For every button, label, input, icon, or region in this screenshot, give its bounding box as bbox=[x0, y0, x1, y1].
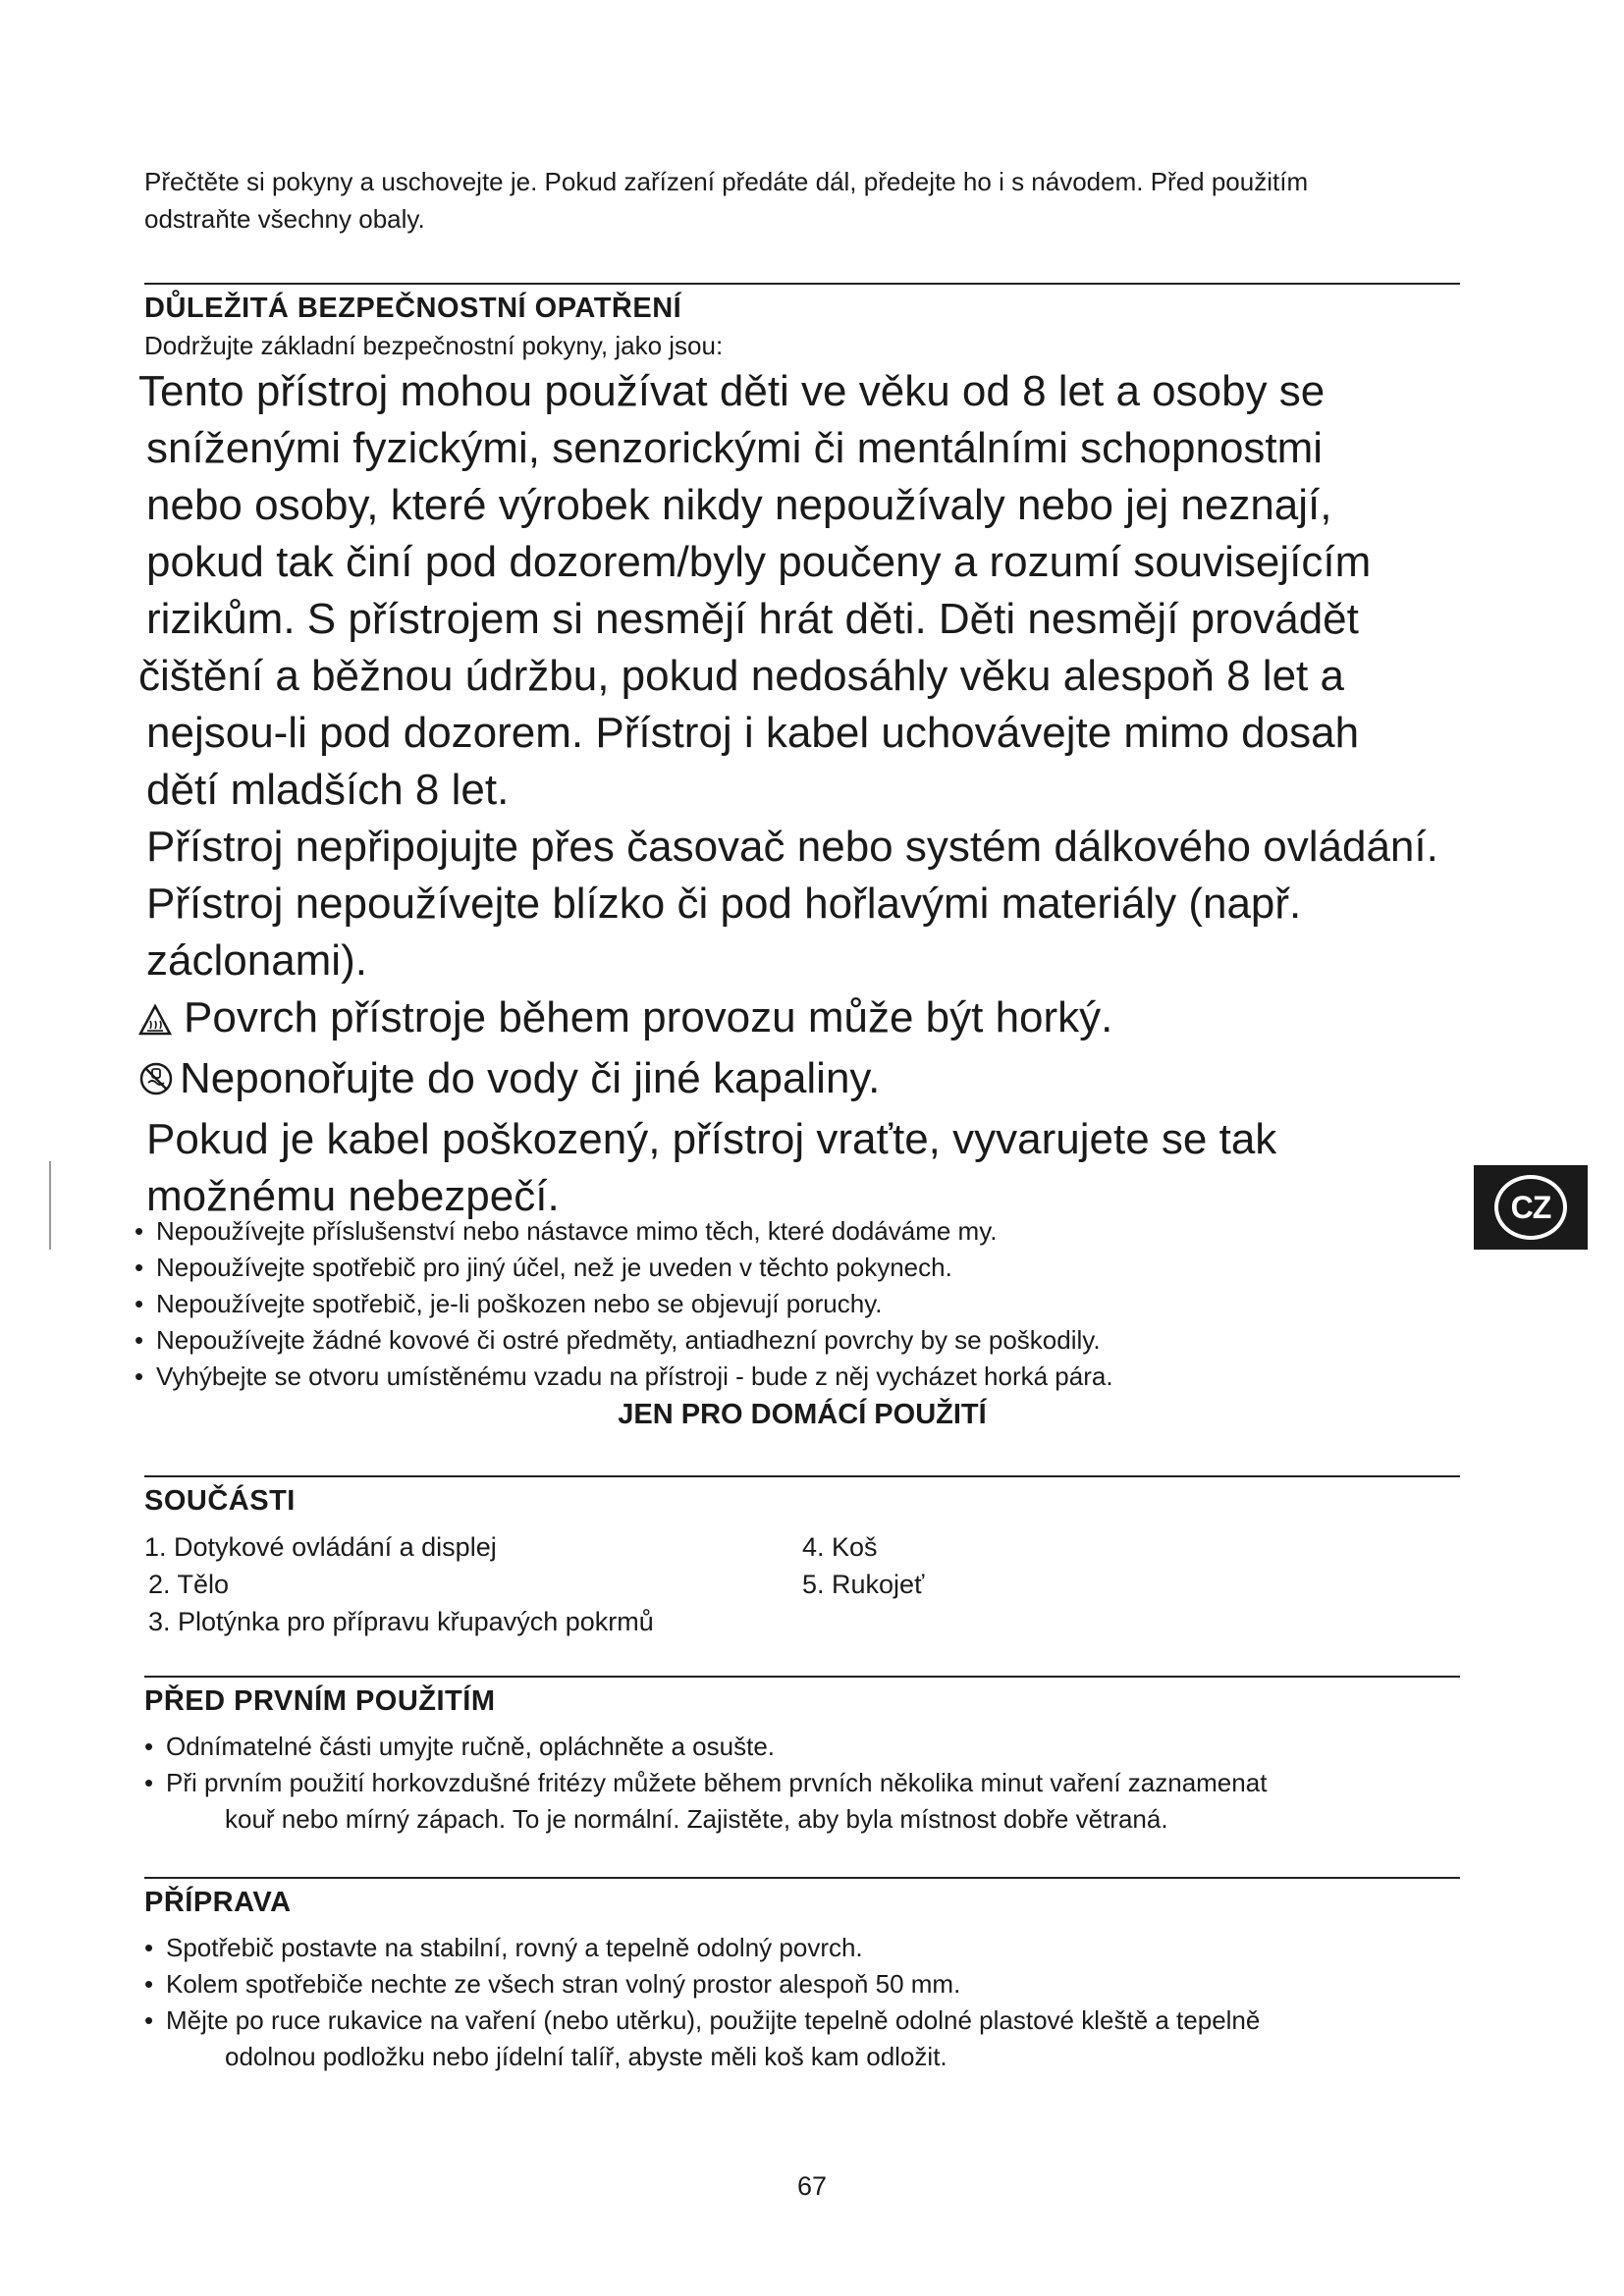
hot-surface-warning-icon bbox=[138, 993, 172, 1050]
intro-line-2: odstraňte všechny obaly. bbox=[144, 204, 425, 234]
safety-bullet-list bbox=[135, 1213, 1460, 1395]
list-item: • Spotřebič postavte na stabilní, rovný a tepelně odolný povrch. bbox=[144, 1930, 1460, 1966]
preparation-title: PŘÍPRAVA bbox=[144, 1887, 292, 1918]
list-item-text: Při prvním použití horkovzdušné fritézy můžete během prvních několika minut vaření zaznamenat bbox=[166, 1768, 1268, 1797]
first-use-list bbox=[144, 1729, 1460, 1838]
safety-large-text bbox=[135, 363, 1460, 1225]
part-item: 2. Tělo bbox=[148, 1570, 230, 1599]
list-item bbox=[144, 1765, 1460, 1838]
hot-surface-text: Povrch přístroje během provozu může být horký. bbox=[184, 993, 1113, 1041]
list-item bbox=[144, 2002, 1460, 2075]
part-item: 3. Plotýnka pro přípravu křupavých pokrmů bbox=[148, 1607, 654, 1636]
language-badge-label: CZ bbox=[1494, 1175, 1567, 1240]
part-item: 1. Dotykové ovládání a displej bbox=[144, 1532, 497, 1562]
list-item: • Nepoužívejte žádné kovové či ostré předměty, antiadhezní povrchy by se poškodily. bbox=[135, 1322, 1460, 1359]
para-line: Tento přístroj mohou používat děti ve věku od 8 let a osoby se bbox=[138, 367, 1326, 415]
safety-subtitle: Dodržujte základní bezpečnostní pokyny, jako jsou: bbox=[144, 331, 724, 360]
intro-text bbox=[144, 163, 1460, 238]
list-item: • Nepoužívejte spotřebič, je-li poškozen nebo se objevují poruchy. bbox=[135, 1286, 1460, 1322]
cable-warning-cont: možnému nebezpečí. bbox=[146, 1172, 560, 1220]
flammable-warning: Přístroj nepoužívejte blízko či pod hořlavými materiály (např. bbox=[146, 880, 1302, 928]
part-item: 5. Rukojeť bbox=[802, 1570, 925, 1599]
cable-warning: Pokud je kabel poškozený, přístroj vraťte, vyvarujete se tak bbox=[146, 1115, 1277, 1163]
list-item: • Nepoužívejte spotřebič pro jiný účel, než je uveden v těchto pokynech. bbox=[135, 1250, 1460, 1286]
list-item-text-cont: kouř nebo mírný zápach. To je normální. Zajistěte, aby byla místnost dobře větraná. bbox=[225, 1804, 1168, 1834]
no-immerse-line bbox=[138, 1050, 1460, 1111]
para-line: dětí mladších 8 let. bbox=[146, 766, 510, 814]
margin-mark bbox=[49, 1161, 51, 1250]
list-item: • Kolem spotřebiče nechte ze všech stran volný prostor alespoň 50 mm. bbox=[144, 1966, 1460, 2002]
parts-title: SOUČÁSTI bbox=[144, 1485, 296, 1517]
intro-line-1: Přečtěte si pokyny a uschovejte je. Pokud zařízení předáte dál, předejte ho i s návodem. Před použitím bbox=[144, 167, 1309, 196]
preparation-list bbox=[144, 1930, 1460, 2075]
parts-right-column bbox=[802, 1528, 1460, 1640]
para-line: sníženými fyzickými, senzorickými či mentálními schopnostmi bbox=[146, 424, 1324, 472]
children-paragraph bbox=[138, 363, 1460, 819]
page-content bbox=[138, 163, 1460, 2075]
para-line: pokud tak činí pod dozorem/byly poučeny a rozumí souvisejícím bbox=[146, 538, 1372, 586]
home-use-only: JEN PRO DOMÁCÍ POUŽITÍ bbox=[618, 1399, 987, 1430]
page-number: 67 bbox=[796, 2171, 828, 2201]
flammable-warning-cont: záclonami). bbox=[146, 936, 367, 985]
safety-title: DŮLEŽITÁ BEZPEČNOSTNÍ OPATŘENÍ bbox=[144, 293, 682, 324]
parts-left-column bbox=[144, 1528, 802, 1640]
hot-surface-line bbox=[138, 989, 1460, 1050]
para-line: čištění a běžnou údržbu, pokud nedosáhly věku alespoň 8 let a bbox=[138, 652, 1344, 700]
list-item: • Nepoužívejte příslušenství nebo nástavce mimo těch, které dodáváme my. bbox=[135, 1213, 1460, 1250]
para-line: nebo osoby, které výrobek nikdy nepoužívaly nebo jej neznají, bbox=[146, 481, 1332, 529]
list-item: • Odnímatelné části umyjte ručně, opláchněte a osušte. bbox=[144, 1729, 1460, 1765]
language-badge bbox=[1474, 1165, 1588, 1250]
list-item-text-cont: odolnou podložku nebo jídelní talíř, abyste měli koš kam odložit. bbox=[225, 2042, 947, 2071]
no-water-immersion-icon bbox=[138, 1054, 174, 1111]
para-line: nejsou-li pod dozorem. Přístroj i kabel uchovávejte mimo dosah bbox=[146, 709, 1360, 757]
list-item: • Vyhýbejte se otvoru umístěnému vzadu na přístroji - bude z něj vycházet horká pára. bbox=[135, 1359, 1460, 1395]
timer-warning: Přístroj nepřipojujte přes časovač nebo systém dálkového ovládání. bbox=[146, 823, 1438, 871]
first-use-title: PŘED PRVNÍM POUŽITÍM bbox=[144, 1685, 496, 1717]
no-immerse-text: Neponořujte do vody či jiné kapaliny. bbox=[180, 1054, 881, 1102]
para-line: rizikům. S přístrojem si nesmějí hrát děti. Děti nesmějí provádět bbox=[146, 595, 1359, 643]
parts-list bbox=[144, 1528, 1460, 1640]
part-item: 4. Koš bbox=[802, 1532, 878, 1562]
list-item-text: Mějte po ruce rukavice na vaření (nebo utěrku), použijte tepelně odolné plastové kleště a tepelně bbox=[166, 2005, 1261, 2035]
